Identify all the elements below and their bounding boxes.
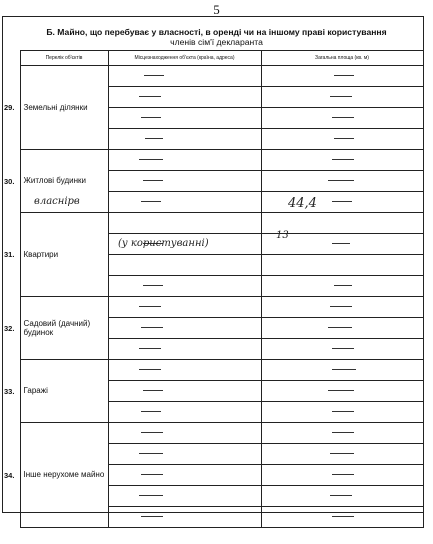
location-cell <box>108 87 261 108</box>
dash-mark <box>332 474 354 475</box>
row-number: 34. <box>4 470 15 480</box>
area-cell <box>261 108 423 129</box>
row-label: Садовий (дачний) будинок <box>20 297 108 360</box>
location-cell <box>108 444 261 465</box>
table-row <box>3 213 423 234</box>
area-cell <box>261 87 423 108</box>
location-cell <box>108 66 261 87</box>
header-area: Загальна площа (кв. м) <box>261 51 423 66</box>
dash-mark <box>139 348 161 349</box>
row-label: Квартири <box>20 213 108 297</box>
location-cell <box>108 423 261 444</box>
row-number: 29. <box>4 103 15 112</box>
handwritten-area: 44,4 <box>288 196 317 211</box>
handwritten-area-2: 13 <box>276 230 289 241</box>
area-cell <box>261 381 423 402</box>
table-row <box>3 297 423 318</box>
dash-mark <box>141 411 161 412</box>
table-row <box>3 66 423 87</box>
dash-mark <box>143 390 163 391</box>
location-cell <box>108 402 261 423</box>
area-cell <box>261 171 423 192</box>
area-cell <box>261 465 423 486</box>
area-cell <box>261 150 423 171</box>
location-cell <box>108 129 261 150</box>
location-cell <box>108 192 261 213</box>
dash-mark <box>139 369 161 370</box>
section-subtitle: членів сім'ї декларанта <box>170 37 263 47</box>
row-label: Земельні ділянки <box>20 66 108 150</box>
header-row <box>3 51 423 66</box>
page-number: 5 <box>213 2 220 17</box>
dash-mark <box>334 75 354 76</box>
property-table <box>3 50 424 528</box>
dash-mark <box>145 138 163 139</box>
area-cell <box>261 129 423 150</box>
dash-mark <box>141 117 161 118</box>
dash-mark <box>330 453 354 454</box>
location-cell <box>108 318 261 339</box>
location-cell <box>108 486 261 507</box>
area-cell <box>261 276 423 297</box>
area-cell <box>261 318 423 339</box>
section-title <box>10 27 423 47</box>
area-cell <box>261 423 423 444</box>
area-cell <box>261 192 423 213</box>
dash-mark <box>139 453 163 454</box>
area-cell <box>261 66 423 87</box>
table-row <box>3 423 423 444</box>
row-number: 30. <box>4 176 15 186</box>
dash-mark <box>330 495 352 496</box>
dash-mark <box>330 306 352 307</box>
location-cell <box>108 213 261 234</box>
dash-mark <box>328 327 352 328</box>
area-cell <box>261 339 423 360</box>
dash-mark <box>328 180 354 181</box>
dash-mark <box>332 159 354 160</box>
header-location: Місцезнаходження об'єкта (країна, адреса) <box>108 51 261 66</box>
dash-mark <box>332 117 354 118</box>
area-cell <box>261 402 423 423</box>
area-cell <box>261 486 423 507</box>
table-row <box>3 360 423 381</box>
handwritten-use-note: (у користуванні) <box>118 238 209 249</box>
area-cell <box>261 444 423 465</box>
area-cell <box>261 255 423 276</box>
dash-mark <box>334 138 354 139</box>
dash-mark <box>330 96 352 97</box>
location-cell <box>108 108 261 129</box>
location-cell <box>108 360 261 381</box>
area-cell <box>261 360 423 381</box>
area-cell <box>261 507 423 528</box>
location-cell <box>108 255 261 276</box>
dash-mark <box>332 201 352 202</box>
dash-mark <box>332 411 354 412</box>
row-number: 31. <box>4 250 15 259</box>
dash-mark <box>144 75 164 76</box>
section-title-main: Б. Майно, що перебуває у власності, в оренді чи на іншому праві користування <box>46 27 387 37</box>
dash-mark <box>139 495 163 496</box>
dash-mark <box>141 201 161 202</box>
header-objects: Перелік об'єктів <box>20 51 108 66</box>
row-number: 32. <box>4 323 15 333</box>
dash-mark <box>139 306 161 307</box>
dash-mark <box>143 285 163 286</box>
dash-mark <box>139 159 163 160</box>
location-cell <box>108 507 261 528</box>
dash-mark <box>141 474 163 475</box>
area-cell <box>261 297 423 318</box>
dash-mark <box>332 432 354 433</box>
location-cell <box>108 339 261 360</box>
dash-mark <box>332 243 350 244</box>
dash-mark <box>141 516 163 517</box>
dash-mark <box>141 432 163 433</box>
location-cell <box>108 150 261 171</box>
location-cell <box>108 171 261 192</box>
dash-mark <box>332 369 356 370</box>
dash-mark <box>328 390 354 391</box>
row-label: Гаражі <box>20 360 108 423</box>
row-label: Інше нерухоме майно <box>20 423 108 528</box>
table-row <box>3 150 423 171</box>
location-cell <box>108 276 261 297</box>
handwritten-owner-note: власнірв <box>34 196 80 207</box>
dash-mark <box>143 180 163 181</box>
dash-mark <box>334 285 352 286</box>
dash-mark <box>139 96 161 97</box>
dash-mark <box>332 516 354 517</box>
location-cell <box>108 381 261 402</box>
row-number: 33. <box>4 386 15 396</box>
location-cell <box>108 465 261 486</box>
location-cell <box>108 297 261 318</box>
dash-mark <box>332 348 354 349</box>
header-spacer <box>3 51 20 66</box>
dash-mark <box>141 327 163 328</box>
row-label: Житлові будинки <box>20 150 108 213</box>
